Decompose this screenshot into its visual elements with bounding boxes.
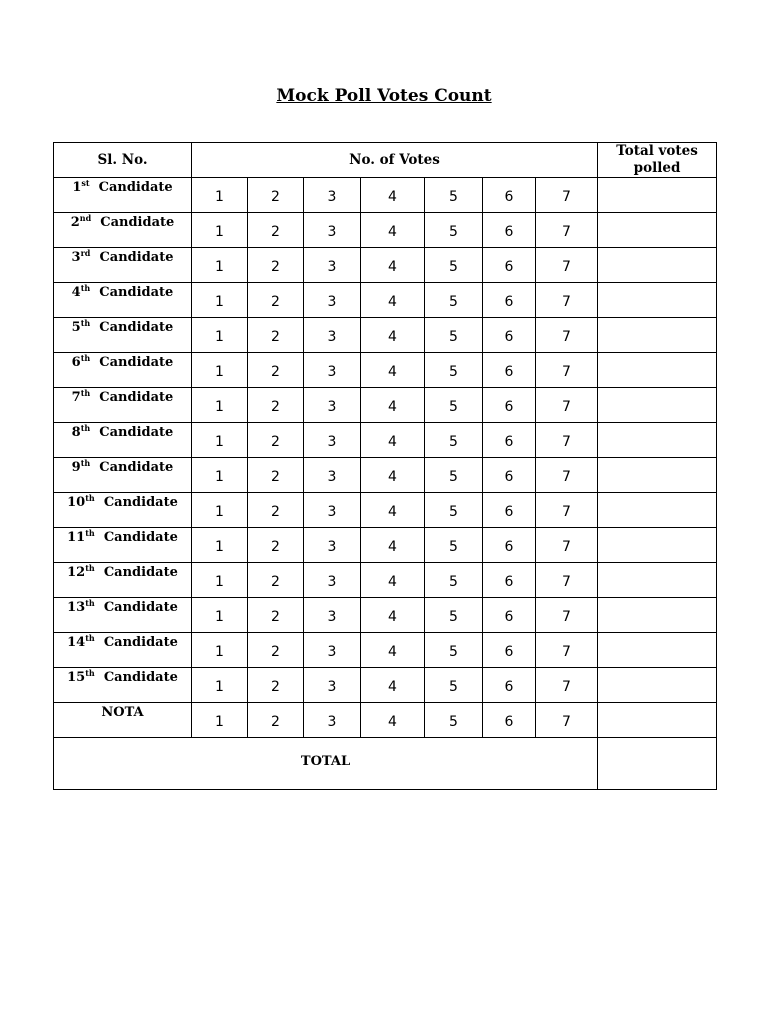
vote-number-cell[interactable]: 3 [304,598,361,633]
ordinal-suffix: th [85,528,95,538]
total-votes-cell[interactable] [598,528,717,563]
vote-number-cell[interactable]: 4 [361,458,425,493]
candidate-word: Candidate [99,390,174,405]
vote-number-cell[interactable]: 5 [425,493,483,528]
ordinal-suffix: th [85,563,95,573]
vote-number-cell[interactable]: 3 [304,178,361,213]
candidate-label [54,668,192,703]
total-votes-cell[interactable] [598,283,717,318]
candidate-word: Candidate [99,250,174,265]
vote-number-cell[interactable]: 5 [425,703,483,738]
vote-number-cell[interactable]: 5 [425,388,483,423]
vote-number-cell[interactable]: 2 [248,213,304,248]
vote-number-cell[interactable]: 4 [361,633,425,668]
table-row [54,668,717,703]
vote-number-cell[interactable]: 2 [248,458,304,493]
vote-number-cell[interactable]: 6 [483,668,536,703]
candidate-word: Candidate [99,355,174,370]
candidate-label [54,598,192,633]
vote-number-cell[interactable]: 1 [192,178,248,213]
vote-number-cell[interactable]: 1 [192,388,248,423]
table-row [54,598,717,633]
total-votes-cell[interactable] [598,318,717,353]
vote-number-cell[interactable]: 2 [248,598,304,633]
vote-number-cell[interactable]: 6 [483,528,536,563]
vote-number-cell[interactable]: 2 [248,388,304,423]
vote-number-cell[interactable]: 3 [304,563,361,598]
vote-number-cell[interactable]: 1 [192,283,248,318]
vote-number-cell[interactable]: 2 [248,633,304,668]
vote-number-cell[interactable]: 6 [483,388,536,423]
vote-number-cell[interactable]: 7 [536,353,598,388]
vote-number-cell[interactable]: 2 [248,668,304,703]
ordinal-suffix: th [80,423,91,433]
header-row [54,143,717,178]
ordinal-suffix: rd [80,248,91,258]
sl-no-header: Sl. No. [54,143,192,178]
candidate-label [54,493,192,528]
vote-number-cell[interactable]: 6 [483,563,536,598]
total-votes-polled-header: Total votes polled [598,143,717,178]
vote-number-cell[interactable]: 1 [192,528,248,563]
vote-number-cell[interactable]: 1 [192,703,248,738]
table-row [54,563,717,598]
vote-number-cell[interactable]: 5 [425,318,483,353]
vote-number-cell[interactable]: 3 [304,633,361,668]
vote-number-cell[interactable]: 7 [536,668,598,703]
vote-number-cell[interactable]: 1 [192,598,248,633]
total-votes-cell[interactable] [598,248,717,283]
vote-number-cell[interactable]: 6 [483,493,536,528]
candidate-label [54,633,192,668]
vote-number-cell[interactable]: 4 [361,528,425,563]
candidate-label [54,458,192,493]
vote-number-cell[interactable]: 4 [361,388,425,423]
vote-number-cell[interactable]: 5 [425,528,483,563]
vote-number-cell[interactable]: 7 [536,563,598,598]
candidate-word: Candidate [100,215,175,230]
vote-number-cell[interactable]: 4 [361,178,425,213]
vote-number-cell[interactable]: 7 [536,458,598,493]
candidate-word: Candidate [103,565,178,580]
vote-number-cell[interactable]: 6 [483,598,536,633]
ordinal-suffix: th [80,283,91,293]
vote-number-cell[interactable]: 7 [536,178,598,213]
vote-number-cell[interactable]: 6 [483,248,536,283]
vote-number-cell[interactable]: 1 [192,423,248,458]
vote-number-cell[interactable]: 7 [536,528,598,563]
vote-number-cell[interactable]: 7 [536,283,598,318]
ordinal-suffix: th [85,493,95,503]
candidate-number: 4 [71,285,81,300]
candidate-word: Candidate [103,635,178,650]
vote-number-cell[interactable]: 7 [536,248,598,283]
ordinal-suffix: th [80,353,91,363]
vote-number-cell[interactable]: 4 [361,423,425,458]
total-votes-cell[interactable] [598,633,717,668]
vote-number-cell[interactable]: 1 [192,353,248,388]
ordinal-suffix: th [85,668,95,678]
vote-number-cell[interactable]: 6 [483,353,536,388]
vote-number-cell[interactable]: 1 [192,248,248,283]
vote-number-cell[interactable]: 4 [361,563,425,598]
vote-number-cell[interactable]: 3 [304,703,361,738]
vote-number-cell[interactable]: 5 [425,178,483,213]
vote-number-cell[interactable]: 7 [536,703,598,738]
total-votes-cell[interactable] [598,353,717,388]
votes-count-table [53,142,717,790]
vote-number-cell[interactable]: 4 [361,318,425,353]
vote-number-cell[interactable]: 2 [248,248,304,283]
vote-number-cell[interactable]: 3 [304,458,361,493]
vote-number-cell[interactable]: 4 [361,248,425,283]
table-row [54,213,717,248]
table-row [54,388,717,423]
candidate-label [54,283,192,318]
total-label: TOTAL [54,738,598,790]
vote-number-cell[interactable]: 7 [536,388,598,423]
candidate-word: Candidate [103,600,178,615]
vote-number-cell[interactable]: 2 [248,318,304,353]
vote-number-cell[interactable]: 5 [425,563,483,598]
candidate-number: 12 [67,565,86,580]
grand-total-cell[interactable] [598,738,717,790]
candidate-word: Candidate [103,670,178,685]
candidate-number: 10 [67,495,86,510]
vote-number-cell[interactable]: 1 [192,458,248,493]
ordinal-suffix: th [80,458,91,468]
total-votes-cell[interactable] [598,458,717,493]
candidate-number: 13 [67,600,86,615]
vote-number-cell[interactable]: 2 [248,563,304,598]
candidate-word: Candidate [99,460,174,475]
candidate-label [54,388,192,423]
candidate-word: Candidate [103,530,178,545]
ordinal-suffix: st [81,178,90,188]
candidate-label [54,703,192,738]
candidate-number: 1 [72,180,82,195]
no-of-votes-header: No. of Votes [192,143,598,178]
candidate-word: Candidate [99,425,174,440]
vote-number-cell[interactable]: 1 [192,493,248,528]
total-votes-cell[interactable] [598,703,717,738]
vote-number-cell[interactable]: 7 [536,493,598,528]
vote-number-cell[interactable]: 6 [483,703,536,738]
vote-number-cell[interactable]: 4 [361,703,425,738]
vote-number-cell[interactable]: 7 [536,213,598,248]
vote-number-cell[interactable]: 1 [192,633,248,668]
candidate-number: 5 [71,320,81,335]
vote-number-cell[interactable]: 6 [483,458,536,493]
vote-number-cell[interactable]: 3 [304,248,361,283]
total-votes-cell[interactable] [598,213,717,248]
total-votes-cell[interactable] [598,423,717,458]
vote-number-cell[interactable]: 2 [248,528,304,563]
candidate-number: 15 [67,670,86,685]
ordinal-suffix: th [85,633,95,643]
table-row [54,423,717,458]
total-votes-cell[interactable] [598,598,717,633]
candidate-label [54,353,192,388]
vote-number-cell[interactable]: 5 [425,633,483,668]
vote-number-cell[interactable]: 5 [425,353,483,388]
candidate-number: 11 [67,530,86,545]
vote-number-cell[interactable]: 4 [361,493,425,528]
candidate-label [54,248,192,283]
table-row [54,703,717,738]
vote-number-cell[interactable]: 1 [192,563,248,598]
vote-number-cell[interactable]: 5 [425,598,483,633]
total-votes-cell[interactable] [598,493,717,528]
vote-number-cell[interactable]: 1 [192,668,248,703]
vote-number-cell[interactable]: 4 [361,668,425,703]
table-row [54,353,717,388]
vote-number-cell[interactable]: 2 [248,283,304,318]
candidate-number: 7 [71,390,81,405]
vote-number-cell[interactable]: 5 [425,213,483,248]
vote-number-cell[interactable]: 6 [483,633,536,668]
total-row [54,738,717,790]
vote-number-cell[interactable]: 6 [483,213,536,248]
vote-number-cell[interactable]: 6 [483,423,536,458]
candidate-label [54,178,192,213]
vote-number-cell[interactable]: 1 [192,318,248,353]
vote-number-cell[interactable]: 2 [248,353,304,388]
vote-number-cell[interactable]: 3 [304,528,361,563]
vote-number-cell[interactable]: 6 [483,178,536,213]
table-row [54,248,717,283]
vote-number-cell[interactable]: 5 [425,248,483,283]
candidate-number: 2 [70,215,80,230]
vote-number-cell[interactable]: 3 [304,353,361,388]
candidate-label [54,213,192,248]
table-row [54,528,717,563]
candidate-word: Candidate [99,285,174,300]
candidate-label [54,528,192,563]
vote-number-cell[interactable]: 4 [361,598,425,633]
ordinal-suffix: th [80,318,91,328]
ordinal-suffix: th [85,598,95,608]
vote-number-cell[interactable]: 3 [304,388,361,423]
candidate-number: 14 [67,635,86,650]
vote-number-cell[interactable]: 7 [536,423,598,458]
candidate-number: 9 [71,460,81,475]
vote-number-cell[interactable]: 7 [536,598,598,633]
candidate-word: Candidate [99,320,174,335]
candidate-label [54,318,192,353]
vote-number-cell[interactable]: 4 [361,213,425,248]
vote-number-cell[interactable]: 2 [248,703,304,738]
total-votes-cell[interactable] [598,563,717,598]
candidate-word: Candidate [103,495,178,510]
candidate-word: Candidate [98,180,173,195]
vote-number-cell[interactable]: 6 [483,283,536,318]
vote-number-cell[interactable]: 5 [425,423,483,458]
vote-number-cell[interactable]: 6 [483,318,536,353]
vote-number-cell[interactable]: 2 [248,178,304,213]
vote-number-cell[interactable]: 3 [304,213,361,248]
candidate-number: 3 [71,250,81,265]
ordinal-suffix: nd [79,213,92,223]
total-votes-cell[interactable] [598,388,717,423]
vote-number-cell[interactable]: 3 [304,423,361,458]
ordinal-suffix: th [80,388,91,398]
vote-number-cell[interactable]: 5 [425,283,483,318]
table-row [54,458,717,493]
vote-number-cell[interactable]: 5 [425,458,483,493]
page-title: Mock Poll Votes Count [276,86,492,106]
total-votes-cell[interactable] [598,178,717,213]
vote-number-cell[interactable]: 7 [536,633,598,668]
table-row [54,283,717,318]
vote-number-cell[interactable]: 2 [248,493,304,528]
vote-number-cell[interactable]: 4 [361,283,425,318]
vote-number-cell[interactable]: 3 [304,668,361,703]
candidate-label [54,423,192,458]
vote-number-cell[interactable]: 3 [304,493,361,528]
candidate-label [54,563,192,598]
candidate-number: NOTA [101,705,144,720]
candidate-number: 8 [71,425,81,440]
vote-number-cell[interactable]: 4 [361,353,425,388]
vote-number-cell[interactable]: 7 [536,318,598,353]
candidate-number: 6 [71,355,81,370]
vote-number-cell[interactable]: 3 [304,283,361,318]
table-row [54,633,717,668]
table-row [54,318,717,353]
vote-number-cell[interactable]: 3 [304,318,361,353]
vote-number-cell[interactable]: 5 [425,668,483,703]
vote-number-cell[interactable]: 1 [192,213,248,248]
table-row [54,493,717,528]
vote-number-cell[interactable]: 2 [248,423,304,458]
table-row [54,178,717,213]
total-votes-cell[interactable] [598,668,717,703]
